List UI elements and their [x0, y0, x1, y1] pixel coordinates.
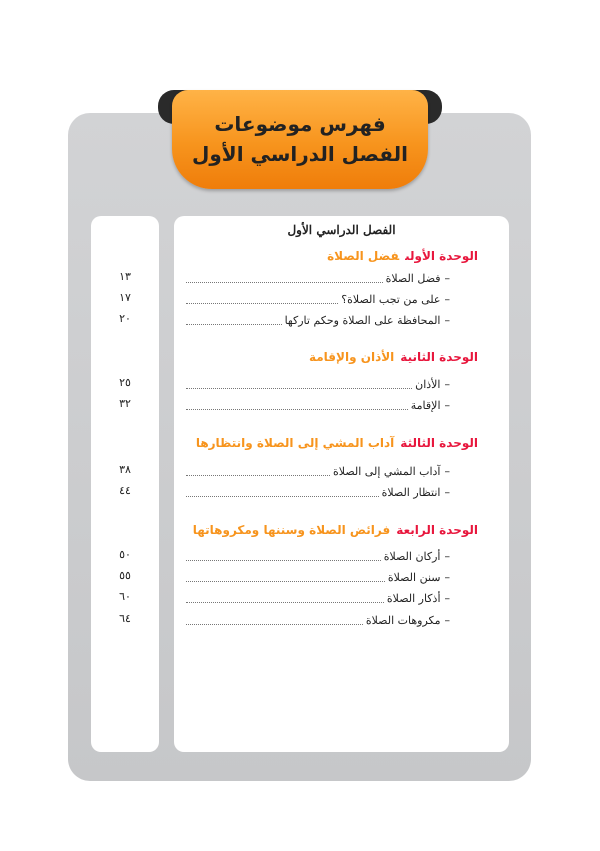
page-number: ١٧: [119, 291, 131, 304]
unit-title: الأذان والإقامة: [308, 350, 395, 364]
entry-title: الإقامة: [410, 398, 441, 412]
toc-entry[interactable]: – على من تجب الصلاة؟: [186, 291, 450, 307]
unit-label: الوحدة الأولى: [405, 249, 478, 263]
toc-entry[interactable]: – أركان الصلاة: [186, 548, 450, 564]
page-number: ٣٨: [119, 463, 131, 476]
dot-leader: [186, 274, 383, 283]
toc-entry[interactable]: – سنن الصلاة: [186, 569, 450, 585]
unit-heading: [148, 523, 478, 541]
dot-leader: [186, 316, 282, 325]
header-title-line2: الفصل الدراسي الأول: [192, 142, 408, 166]
unit-label: الوحدة الرابعة: [396, 523, 478, 537]
dot-leader: [186, 295, 338, 304]
page-number: ٥٥: [119, 569, 131, 582]
entry-title: مكروهات الصلاة: [365, 613, 441, 627]
toc-entry[interactable]: – مكروهات الصلاة: [186, 612, 450, 628]
entry-title: فضل الصلاة: [385, 271, 441, 285]
page-number: ٢٠: [119, 312, 131, 325]
dot-leader: [186, 488, 379, 497]
page-number: ٦٤: [119, 612, 131, 625]
entry-title: على من تجب الصلاة؟: [341, 292, 441, 306]
unit-title: فضل الصلاة: [327, 249, 400, 263]
dot-leader: [186, 467, 330, 476]
toc-entry[interactable]: – المحافظة على الصلاة وحكم تاركها: [186, 312, 450, 328]
toc-entry[interactable]: – أذكار الصلاة: [186, 590, 450, 606]
unit-heading: [148, 436, 478, 454]
entry-title: أذكار الصلاة: [386, 591, 441, 605]
toc-entry[interactable]: – الإقامة: [186, 397, 450, 413]
page-number: ٥٠: [119, 548, 131, 561]
entry-title: المحافظة على الصلاة وحكم تاركها: [284, 313, 441, 327]
unit-title: آداب المشي إلى الصلاة وانتظارها: [195, 436, 395, 450]
unit-heading: [148, 249, 478, 267]
dot-leader: [186, 401, 408, 410]
dot-leader: [186, 380, 412, 389]
semester-title: الفصل الدراسي الأول: [287, 223, 396, 237]
toc-entry[interactable]: – آداب المشي إلى الصلاة: [186, 463, 450, 479]
page-number: ٢٥: [119, 376, 131, 389]
page-number: ٣٢: [119, 397, 131, 410]
page-number: ١٣: [119, 270, 131, 283]
toc-entry[interactable]: – انتظار الصلاة: [186, 484, 450, 500]
unit-label: الوحدة الثانية: [400, 350, 478, 364]
toc-entry[interactable]: – الأذان: [186, 376, 450, 392]
page-number: ٦٠: [119, 590, 131, 603]
unit-label: الوحدة الثالثة: [400, 436, 478, 450]
header-ribbon: [172, 90, 428, 189]
entry-title: آداب المشي إلى الصلاة: [333, 464, 441, 478]
header-title-line1: فهرس موضوعات: [214, 112, 386, 136]
toc-entry[interactable]: – فضل الصلاة: [186, 270, 450, 286]
page-number: ٤٤: [119, 484, 131, 497]
entry-title: انتظار الصلاة: [381, 485, 441, 499]
entry-title: الأذان: [415, 377, 441, 391]
dot-leader: [186, 552, 381, 561]
entry-title: سنن الصلاة: [387, 570, 441, 584]
dot-leader: [186, 594, 384, 603]
unit-title: فرائض الصلاة وسننها ومكروهاتها: [192, 523, 391, 537]
entry-title: أركان الصلاة: [383, 549, 441, 563]
dot-leader: [186, 573, 385, 582]
dot-leader: [186, 616, 363, 625]
unit-heading: [148, 350, 478, 368]
